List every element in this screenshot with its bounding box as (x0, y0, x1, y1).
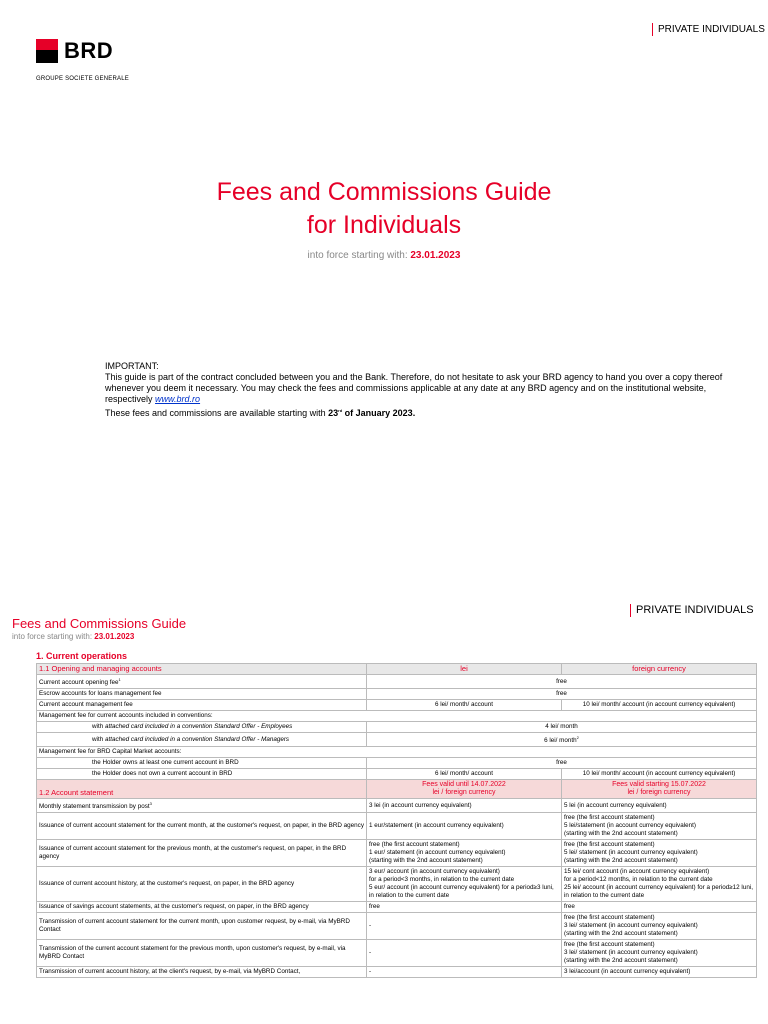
availability-line (105, 405, 740, 419)
section-heading: 1. Current operations (36, 651, 128, 661)
row-value-lei: 6 lei/ month/ account (367, 769, 562, 780)
table-row (37, 840, 757, 867)
row-value-fx: 10 lei/ month/ account (in account currency equivalent) (562, 769, 757, 780)
row-value-new: 5 lei (in account currency equivalent) (562, 799, 757, 813)
row-label-prefix: with (92, 735, 104, 743)
subheader-old-line2: lei / foreign currency (432, 789, 496, 797)
row-value-old: - (367, 940, 562, 967)
section-tag: PRIVATE INDIVIDUALS (652, 23, 765, 36)
row-value-old: 1 eur/statement (in account currency equivalent) (367, 813, 562, 840)
important-notice (105, 361, 740, 419)
brd-logo-mark (36, 39, 58, 63)
row-value-new: free (562, 902, 757, 913)
row-label: the Holder owns at least one current account in BRD (37, 758, 367, 769)
row-value-lei: 6 lei/ month/ account (367, 700, 562, 711)
row-label: Management fee for current accounts included in conventions: (37, 711, 757, 722)
row-label: Transmission of current account statement for the current month, upon customer request, by e-mail, via MyBRD Contact (37, 913, 367, 940)
row-value-new: free (the first account statement) 5 lei/statement (in account currency equivalent) (starting with the 2nd account statement) (562, 813, 757, 840)
row-value-new: free (the first account statement) 3 lei/ statement (in account currency equivalent) (starting with the 2nd account statement) (562, 940, 757, 967)
table-row (37, 689, 757, 700)
row-label-italic: attached card included in a convention Standard Offer - Managers (104, 735, 290, 743)
table-row (37, 733, 757, 747)
subheader-new-line1: Fees valid starting 15.07.2022 (612, 781, 706, 789)
table-row (37, 758, 757, 769)
logo-subtitle: GROUPE SOCIETE GENERALE (36, 76, 129, 82)
row-value-text: 6 lei/ month (544, 737, 577, 745)
row-value-old: - (367, 913, 562, 940)
row-label: Issuance of current account statement for the current month, at the customer's request, on paper, in the BRD agency (37, 813, 367, 840)
row-label: Escrow accounts for loans management fee (37, 689, 367, 700)
table-row (37, 675, 757, 689)
subheader-new-fees (562, 780, 757, 799)
row-label: Transmission of the current account statement for the previous month, upon customer's request, by e-mail, via MyBRD Contact (37, 940, 367, 967)
row-label (37, 733, 367, 747)
row-value-new: 3 lei/account (in account currency equivalent) (562, 967, 757, 978)
fees-table (36, 663, 757, 978)
table-row (37, 902, 757, 913)
row-label-prefix: with (92, 723, 104, 731)
header-lei: lei (367, 664, 562, 675)
row-value-new: 15 lei/ cont account (in account currency equivalent) for a period<12 months, in relation to the current date 25 lei/ account (in account currency equivalent) for a period≥12 luni, in relation to the current date (562, 867, 757, 902)
table-row (37, 769, 757, 780)
header-fx: foreign currency (562, 664, 757, 675)
cover-title-line2: for Individuals (306, 211, 462, 239)
row-value-new: free (the first account statement) 5 lei/ statement (in account currency equivalent) (starting with the 2nd account statement) (562, 840, 757, 867)
page2-title: Fees and Commissions Guide (12, 616, 187, 631)
availability-rest: of January 2023. (344, 408, 416, 418)
row-value-old: 3 lei (in account currency equivalent) (367, 799, 562, 813)
cover-subtitle-date: 23.01.2023 (410, 250, 461, 261)
row-value: free (367, 758, 757, 769)
page2-subtitle-prefix: into force starting with: (12, 632, 93, 641)
row-label: Issuance of current account history, at the customer's request, on paper, in the BRD agency (37, 867, 367, 902)
logo-text: BRD (64, 38, 114, 63)
page2-subtitle-date: 23.01.2023 (94, 632, 135, 641)
table-subheader-row (37, 780, 757, 799)
availability-sup: rd (338, 408, 343, 413)
subheader-label: 1.2 Account statement (37, 780, 367, 799)
subheader-old-fees (367, 780, 562, 799)
row-value-old: free (the first account statement) 1 eur/ statement (in account currency equivalent) (starting with the 2nd account statement) (367, 840, 562, 867)
availability-prefix: These fees and commissions are available starting with (105, 408, 326, 418)
table-row (37, 700, 757, 711)
subheader-old-line1: Fees valid until 14.07.2022 (422, 781, 506, 789)
row-value-old: - (367, 967, 562, 978)
row-value-old: free (367, 902, 562, 913)
availability-day: 23 (328, 408, 339, 418)
row-value: free (367, 689, 757, 700)
table-row (37, 813, 757, 840)
footnote-sup: 2 (576, 735, 579, 741)
table-row (37, 711, 757, 722)
subheader-new-line2: lei / foreign currency (627, 789, 691, 797)
row-label (37, 675, 367, 689)
header-label: 1.1 Opening and managing accounts (37, 664, 367, 675)
row-label-text: Monthly statement transmission by post (39, 803, 150, 811)
row-value-fx: 10 lei/ month/ account (in account currency equivalent) (562, 700, 757, 711)
table-row (37, 747, 757, 758)
important-body-text: This guide is part of the contract concluded between you and the Bank. Therefore, do not hesitate to ask your BRD agency to hand you over a copy thereof whenever you deem it necessary. You may check the fees and commissions applicable at any date at any BRD agency and on the institutional website, respectively (105, 372, 723, 404)
important-body (105, 372, 740, 405)
row-label (37, 799, 367, 813)
row-label (37, 722, 367, 733)
table-header-row (37, 664, 757, 675)
row-label: Issuance of current account statement for the previous month, at the customer's request, on paper, in the BRD agency (37, 840, 367, 867)
section-tag-page2: PRIVATE INDIVIDUALS (630, 604, 754, 617)
cover-title-line1: Fees and Commissions Guide (216, 178, 552, 206)
row-value: free (367, 675, 757, 689)
row-label: Current account management fee (37, 700, 367, 711)
cover-title (0, 176, 768, 242)
row-label-italic: attached card included in a convention Standard Offer - Employees (104, 723, 293, 731)
row-label: the Holder does not own a current account in BRD (37, 769, 367, 780)
table-row (37, 940, 757, 967)
cover-subtitle (0, 250, 768, 261)
row-label: Transmission of current account history, at the client's request, by e-mail, via MyBRD Contact, (37, 967, 367, 978)
table-row (37, 967, 757, 978)
footnote-sup: 1 (118, 677, 121, 682)
brd-logo (36, 38, 129, 82)
footnote-sup: 3 (149, 801, 152, 807)
important-heading: IMPORTANT: (105, 361, 159, 371)
website-link[interactable]: www.brd.ro (155, 394, 201, 404)
row-label: Management fee for BRD Capital Market accounts: (37, 747, 757, 758)
page2-subtitle (12, 632, 134, 641)
row-value (367, 733, 757, 747)
row-label-text: Current account opening fee (39, 679, 119, 687)
table-row (37, 799, 757, 813)
table-row (37, 913, 757, 940)
table-row (37, 722, 757, 733)
cover-subtitle-prefix: into force starting with: (307, 250, 408, 261)
table-row (37, 867, 757, 902)
row-label: Issuance of savings account statements, at the customer's request, on paper, in the BRD agency (37, 902, 367, 913)
row-value-old: 3 eur/ account (in account currency equivalent) for a period<3 months, in relation to the current date 5 eur/ account (in account currency equivalent) for a period≥3 luni, in relation to the current date (367, 867, 562, 902)
row-value: 4 lei/ month (367, 722, 757, 733)
row-value-new: free (the first account statement) 3 lei/ statement (in account currency equivalent) (starting with the 2nd account statement) (562, 913, 757, 940)
